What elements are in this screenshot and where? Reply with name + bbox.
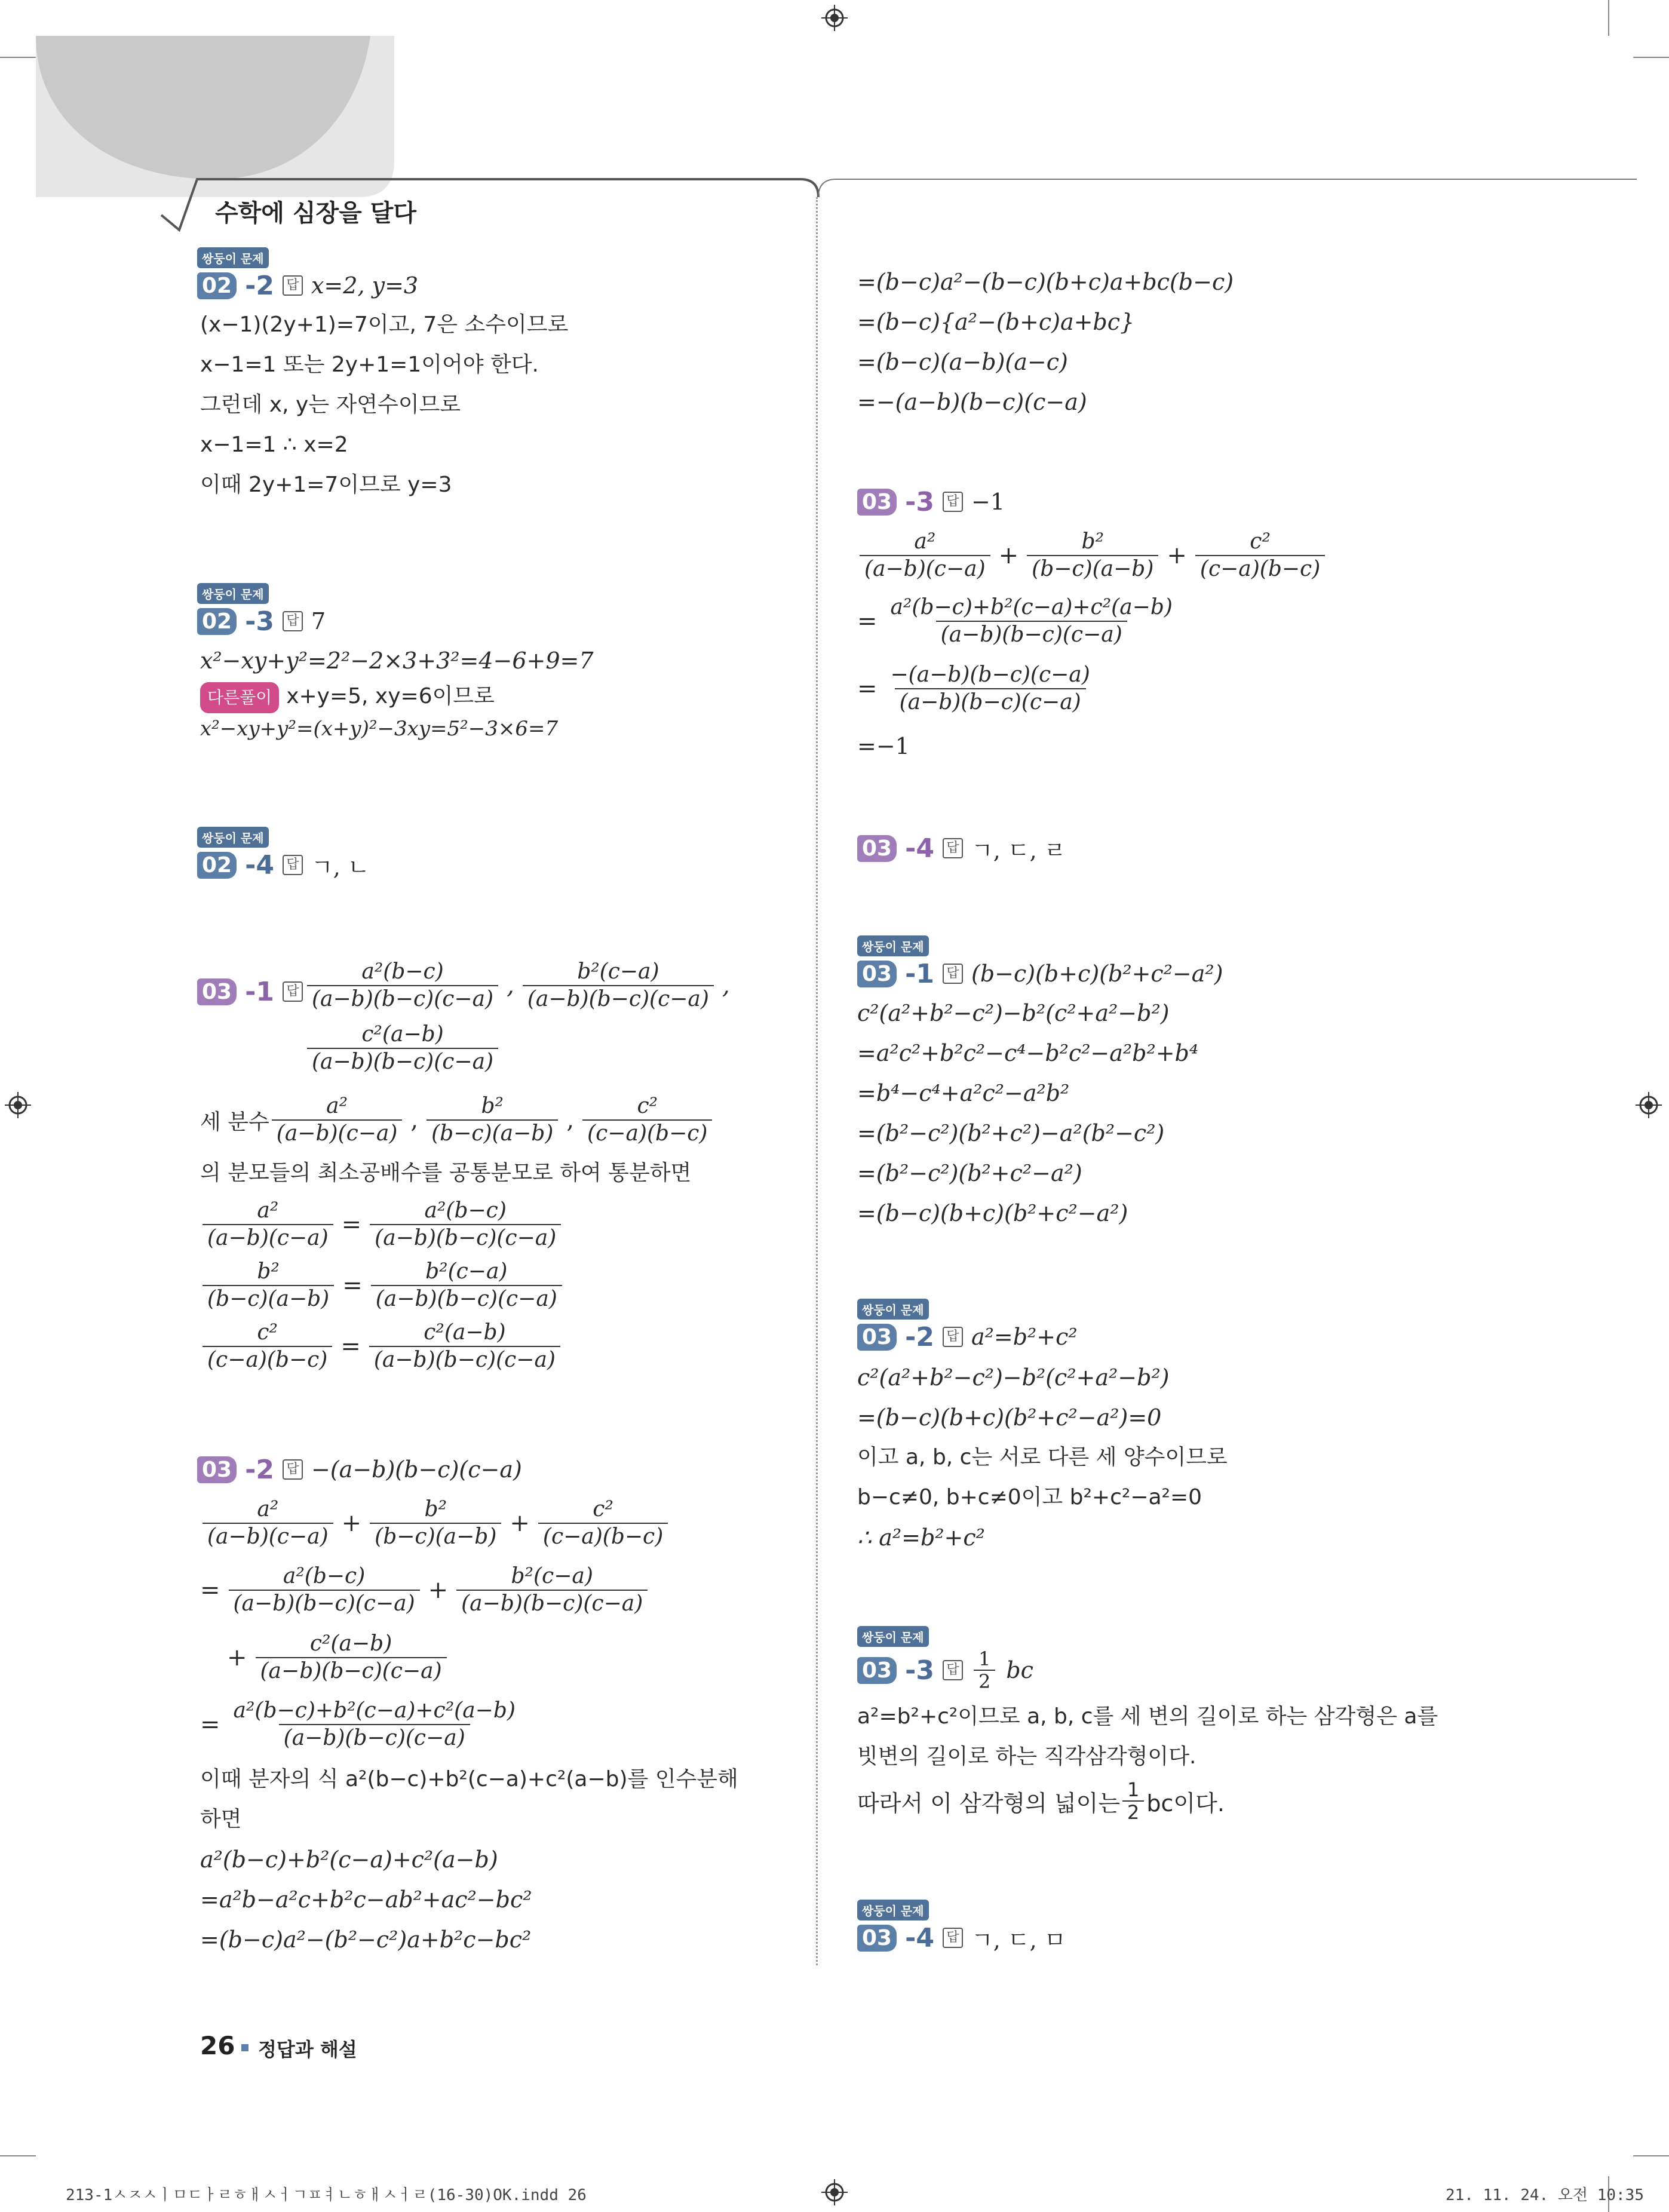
solution-line: 하면	[200, 1807, 242, 1831]
fraction	[1027, 529, 1158, 582]
denominator: (a−b)(b−c)(c−a)	[256, 1657, 447, 1685]
problem-number-badge: 02	[197, 272, 237, 299]
registration-mark-icon	[821, 5, 848, 31]
file-info: 213-1ㅅㅈㅅㅣㅁㄷㅏㄹㅎㅐㅅㅓㄱㅍㅕㄴㅎㅐㅅㅓㄹ(16-30)OK.indd 26	[66, 2186, 587, 2204]
fraction	[456, 1563, 648, 1617]
solution-line: =(b−c)(b+c)(b²+c²−a²)=0	[857, 1404, 1162, 1431]
problem-heading-02-3	[197, 603, 326, 639]
denominator: 2	[1122, 1800, 1144, 1823]
right-header-line	[818, 173, 1643, 203]
numerator: b²	[1081, 529, 1105, 554]
denominator: (c−a)(b−c)	[582, 1119, 712, 1147]
problem-number-badge: 02	[197, 852, 237, 879]
three-fractions-line: 세 분수 $\frac{\text{a²}}{(a-b)(c-a)}$ , $\frac{\text{b²}}{(b-c)(a-b)}$ , $\frac{\text{c²}}{(c-a)(b-c)}$	[200, 1093, 714, 1147]
numerator: c²	[1250, 529, 1271, 554]
fraction	[974, 1648, 995, 1692]
denominator: 2	[974, 1670, 995, 1692]
alternate-solution	[200, 681, 495, 713]
fraction	[1195, 529, 1325, 582]
problem-number-badge: 02	[197, 608, 237, 635]
answer-icon: 답	[283, 981, 303, 1002]
denominator: (a−b)(b−c)(c−a)	[895, 688, 1086, 716]
numerator: c²(a−b)	[424, 1320, 506, 1345]
crop-mark	[1633, 2155, 1669, 2156]
denominator: (a−b)(b−c)(c−a)	[307, 1048, 498, 1075]
solution-line: c²(a²+b²−c²)−b²(c²+a²−b²)	[857, 1364, 1170, 1391]
answer-text: −1	[971, 489, 1005, 515]
solution-line: =(b−c)a²−(b−c)(b+c)a+bc(b−c)	[857, 269, 1234, 295]
problem-heading-03-4	[857, 830, 1066, 866]
denominator: (a−b)(c−a)	[860, 555, 990, 582]
numerator: c²	[637, 1094, 658, 1118]
brand-title: 수학에 심장을 달다	[215, 200, 416, 227]
solution-line: 그런데 x, y는 자연수이므로	[200, 392, 461, 417]
solution-line: c²(a²+b²−c²)−b²(c²+a²−b²)	[857, 1000, 1170, 1026]
fraction	[203, 1198, 333, 1251]
numerator: b²	[257, 1259, 280, 1284]
denominator: (c−a)(b−c)	[538, 1523, 668, 1550]
denominator: (a−b)(b−c)(c−a)	[371, 1285, 562, 1312]
fraction	[538, 1496, 668, 1550]
problem-number-suffix: -2	[245, 1454, 274, 1485]
answer-icon: 답	[283, 275, 303, 296]
problem-number-suffix: -3	[905, 1655, 934, 1686]
problem-number-suffix: -2	[245, 270, 274, 301]
equality-row: $\frac{\text{b²}}{(b-c)(a-b)}$ = $\frac{\text{b²(c−a)}}{(a-b)(b-c)(c-a)}$	[200, 1259, 564, 1312]
crop-mark	[1633, 57, 1669, 58]
denominator: (a−b)(c−a)	[203, 1523, 333, 1550]
denominator: (a−b)(b−c)(c−a)	[369, 1346, 560, 1373]
numerator: c²(a−b)	[361, 1022, 444, 1047]
fraction	[229, 1563, 420, 1617]
solution-line: ∴ a²=b²+c²	[857, 1524, 985, 1551]
fraction	[427, 1093, 558, 1147]
date-info: 21. 11. 24. 오전 10:35	[1446, 2186, 1644, 2204]
solution-line: 이고 a, b, c는 서로 다른 세 양수이므로	[857, 1445, 1228, 1469]
problem-number-badge: 03	[197, 1456, 237, 1483]
solution-line: x²−xy+y²=2²−2×3+3²=4−6+9=7	[200, 648, 594, 674]
problem-number-suffix: -3	[905, 486, 934, 517]
solution-line: =b⁴−c⁴+a²c²−a²b²	[857, 1080, 1070, 1106]
denominator: (a−b)(b−c)(c−a)	[523, 985, 714, 1013]
denominator: (b−c)(a−b)	[1027, 555, 1158, 582]
problem-heading-03-1	[197, 974, 303, 1010]
answer-fractions: $\frac{\text{a²(b−c)}}{(a-b)(b-c)(c-a)}$ , $\frac{\text{b²(c−a)}}{(a-b)(b-c)(c-a)}$ ,	[305, 959, 736, 1013]
denominator: (a−b)(b−c)(c−a)	[279, 1724, 470, 1751]
problem-number-suffix: -1	[245, 976, 274, 1007]
equation-row: = $\frac{\text{a²(b−c)}}{(a-b)(b-c)(c-a)}$ + $\frac{\text{b²(c−a)}}{(a-b)(b-c)(c-a)}$	[200, 1563, 650, 1617]
numerator: b²(c−a)	[577, 959, 659, 984]
answer-icon: 답	[943, 964, 963, 984]
problem-heading-03-2	[197, 1452, 522, 1487]
problem-number-badge: 03	[197, 978, 237, 1005]
fraction	[370, 1198, 561, 1251]
text: bc이다.	[1146, 1790, 1225, 1817]
fraction	[203, 1259, 334, 1312]
answer-icon: 답	[943, 1660, 963, 1680]
answer-fractions	[305, 1021, 501, 1075]
problem-heading-02-2	[197, 268, 418, 303]
solution-line: 의 분모들의 최소공배수를 공통분모로 하여 통분하면	[200, 1161, 692, 1185]
text: 따라서 이 삼각형의 넓이는	[857, 1790, 1121, 1817]
problem-number-suffix: -1	[905, 958, 934, 989]
solution-line: x−1=1 ∴ x=2	[200, 432, 348, 457]
numerator: a²(b−c)+b²(c−a)+c²(a−b)	[890, 595, 1173, 619]
solution-line: 빗변의 길이로 하는 직각삼각형이다.	[857, 1744, 1196, 1769]
denominator: (a−b)(b−c)(c−a)	[229, 1590, 420, 1617]
problem-heading-03-3	[857, 484, 1005, 520]
header-decoration	[0, 0, 836, 251]
fraction	[886, 662, 1095, 716]
answer-icon: 답	[283, 611, 303, 631]
problem-heading-twin-03-3	[857, 1646, 1033, 1694]
problem-heading-twin-03-4	[857, 1920, 1066, 1956]
alternate-solution-tag: 다른풀이	[200, 682, 279, 713]
solution-line: =a²b−a²c+b²c−ab²+ac²−bc²	[200, 1886, 532, 1913]
numerator: a²	[914, 529, 936, 554]
problem-number-badge: 03	[857, 489, 897, 516]
denominator: (a−b)(b−c)(c−a)	[936, 621, 1127, 648]
numerator: a²	[257, 1198, 279, 1223]
problem-number-suffix: -2	[905, 1321, 934, 1352]
numerator: a²(b−c)	[424, 1198, 507, 1223]
page-number: 26	[200, 2031, 235, 2060]
numerator: 1	[978, 1648, 991, 1670]
problem-number-suffix: -4	[245, 849, 274, 880]
answer-icon: 답	[943, 838, 963, 858]
answer-text: ㄱ, ㄷ, ㅁ	[971, 1926, 1066, 1953]
twin-problem-badge: 쌍둥이 문제	[197, 827, 269, 848]
fraction	[523, 959, 714, 1013]
registration-mark-icon	[821, 2179, 848, 2205]
solution-line: a²=b²+c²이므로 a, b, c를 세 변의 길이로 하는 삼각형은 a를	[857, 1704, 1438, 1729]
solution-line: =(b−c)a²−(b²−c²)a+b²c−bc²	[200, 1926, 532, 1953]
problem-number-badge: 03	[857, 1925, 897, 1952]
solution-line: x−1=1 또는 2y+1=1이어야 한다.	[200, 352, 539, 377]
numerator: b²	[424, 1497, 447, 1521]
denominator: (b−c)(a−b)	[370, 1523, 501, 1550]
fraction	[371, 1259, 562, 1312]
solution-line: x²−xy+y²=(x+y)²−3xy=5²−3×6=7	[200, 717, 559, 741]
answer-icon: 답	[283, 855, 303, 875]
answer-text: a²=b²+c²	[971, 1324, 1078, 1350]
twin-problem-badge: 쌍둥이 문제	[857, 1299, 929, 1320]
answer-text: (b−c)(b+c)(b²+c²−a²)	[971, 961, 1223, 987]
problem-number-badge: 03	[857, 835, 897, 862]
fraction	[582, 1093, 712, 1147]
equality-row: $\frac{\text{c²}}{(c-a)(b-c)}$ = $\frac{\text{c²(a−b)}}{(a-b)(b-c)(c-a)}$	[200, 1320, 563, 1373]
equation-row: = $\frac{\text{a²(b−c)+b²(c−a)+c²(a−b)}}{(a-b)(b-c)(c-a)}$	[200, 1698, 523, 1751]
solution-line: =−1	[857, 733, 910, 759]
fraction	[272, 1093, 403, 1147]
problem-number-badge: 03	[857, 1324, 897, 1351]
solution-line: =(b−c)(a−b)(a−c)	[857, 349, 1068, 375]
numerator: c²	[257, 1320, 278, 1345]
fraction	[886, 594, 1177, 648]
equation-row: = $\frac{\text{a²(b−c)+b²(c−a)+c²(a−b)}}{(a-b)(b-c)(c-a)}$	[857, 594, 1180, 648]
denominator: (c−a)(b−c)	[203, 1346, 332, 1373]
crop-mark	[0, 57, 36, 58]
solution-line: 이때 분자의 식 a²(b−c)+b²(c−a)+c²(a−b)를 인수분해	[200, 1767, 738, 1791]
denominator: (a−b)(b−c)(c−a)	[307, 985, 498, 1013]
alternate-solution-text: x+y=5, xy=6이므로	[286, 684, 495, 708]
crop-mark	[0, 2155, 36, 2156]
answer-icon: 답	[283, 1459, 303, 1480]
problem-number-badge: 03	[857, 961, 897, 987]
footer-bullet	[241, 2044, 248, 2051]
equation-row: $\frac{\text{a²}}{(a-b)(c-a)}$ + $\frac{\text{b²}}{(b-c)(a-b)}$ + $\frac{\text{c²}}{(c-a)(b-c)}$	[857, 529, 1327, 582]
numerator: b²(c−a)	[511, 1564, 593, 1588]
problem-number-badge: 03	[857, 1657, 897, 1684]
answer-icon: 답	[943, 1327, 963, 1347]
fraction	[369, 1320, 560, 1373]
answer-text: ㄱ, ㄴ	[311, 854, 370, 880]
problem-heading-02-4	[197, 847, 370, 883]
denominator: (b−c)(a−b)	[203, 1285, 334, 1312]
equality-row: $\frac{\text{a²}}{(a-b)(c-a)}$ = $\frac{\text{a²(b−c)}}{(a-b)(b-c)(c-a)}$	[200, 1198, 563, 1251]
answer-text: ㄱ, ㄷ, ㄹ	[971, 837, 1066, 864]
fraction	[203, 1496, 333, 1550]
footer-section: 정답과 해설	[258, 2038, 357, 2061]
solution-line: =−(a−b)(b−c)(c−a)	[857, 389, 1087, 415]
problem-number-suffix: -4	[905, 833, 934, 864]
answer-icon: 답	[943, 1928, 963, 1948]
twin-problem-badge: 쌍둥이 문제	[197, 583, 269, 604]
fraction	[229, 1698, 520, 1751]
denominator: (a−b)(b−c)(c−a)	[456, 1590, 648, 1617]
fraction	[203, 1320, 332, 1373]
problem-number-suffix: -3	[245, 606, 274, 637]
twin-problem-badge: 쌍둥이 문제	[197, 247, 269, 268]
numerator: −(a−b)(b−c)(c−a)	[890, 662, 1090, 687]
fraction	[256, 1631, 447, 1685]
solution-line	[857, 1779, 1225, 1823]
column-divider	[816, 197, 818, 1965]
numerator: b²(c−a)	[425, 1259, 508, 1284]
equation-row: $\frac{\text{a²}}{(a-b)(c-a)}$ + $\frac{\text{b²}}{(b-c)(a-b)}$ + $\frac{\text{c²}}{(c-a)(b-c)}$	[200, 1496, 670, 1550]
text: 세 분수	[200, 1109, 269, 1134]
answer-text: x=2, y=3	[311, 272, 419, 299]
twin-problem-badge: 쌍둥이 문제	[857, 1626, 929, 1647]
solution-line: b−c≠0, b+c≠0이고 b²+c²−a²=0	[857, 1485, 1202, 1510]
registration-mark-icon	[1636, 1092, 1662, 1118]
denominator: (a−b)(c−a)	[272, 1119, 403, 1147]
problem-heading-twin-03-2	[857, 1319, 1078, 1355]
answer-text: −(a−b)(b−c)(c−a)	[311, 1456, 522, 1483]
denominator: (b−c)(a−b)	[427, 1119, 558, 1147]
twin-problem-badge: 쌍둥이 문제	[857, 1900, 929, 1920]
numerator: c²	[593, 1497, 613, 1521]
denominator: (a−b)(b−c)(c−a)	[370, 1224, 561, 1251]
twin-problem-badge: 쌍둥이 문제	[857, 935, 929, 956]
answer-icon: 답	[943, 492, 963, 512]
crop-mark	[1608, 0, 1609, 36]
problem-heading-twin-03-1	[857, 956, 1223, 992]
solution-line: a²(b−c)+b²(c−a)+c²(a−b)	[200, 1846, 498, 1873]
solution-line: =(b²−c²)(b²+c²)−a²(b²−c²)	[857, 1120, 1165, 1146]
denominator: (a−b)(c−a)	[203, 1224, 333, 1251]
numerator: a²(b−c)+b²(c−a)+c²(a−b)	[233, 1698, 516, 1723]
numerator: a²(b−c)	[361, 959, 444, 984]
equation-row: = $\frac{-(a-b)(b-c)(c-a)}{(a-b)(b-c)(c-a)}$	[857, 662, 1097, 716]
solution-line: =a²c²+b²c²−c⁴−b²c²−a²b²+b⁴	[857, 1040, 1199, 1066]
fraction	[307, 959, 498, 1013]
numerator: 1	[1127, 1778, 1140, 1801]
answer-tail: bc	[1006, 1657, 1033, 1683]
denominator: (c−a)(b−c)	[1195, 555, 1325, 582]
solution-line: =(b²−c²)(b²+c²−a²)	[857, 1160, 1082, 1186]
solution-line: =(b−c)(b+c)(b²+c²−a²)	[857, 1200, 1128, 1226]
answer-text: 7	[311, 608, 326, 634]
solution-line: =(b−c){a²−(b+c)a+bc}	[857, 309, 1135, 335]
solution-line: 이때 2y+1=7이므로 y=3	[200, 473, 452, 497]
solution-line: (x−1)(2y+1)=7이고, 7은 소수이므로	[200, 312, 569, 337]
numerator: b²	[481, 1094, 504, 1118]
equation-row: + $\frac{\text{c²(a−b)}}{(a-b)(b-c)(c-a)}$	[221, 1631, 449, 1685]
fraction	[370, 1496, 501, 1550]
numerator: a²	[326, 1094, 348, 1118]
fraction	[307, 1021, 498, 1075]
numerator: c²(a−b)	[309, 1631, 392, 1656]
numerator: a²(b−c)	[283, 1564, 366, 1588]
numerator: a²	[257, 1497, 279, 1521]
fraction	[1122, 1779, 1144, 1823]
fraction	[860, 529, 990, 582]
registration-mark-icon	[5, 1092, 31, 1118]
problem-number-suffix: -4	[905, 1922, 934, 1953]
